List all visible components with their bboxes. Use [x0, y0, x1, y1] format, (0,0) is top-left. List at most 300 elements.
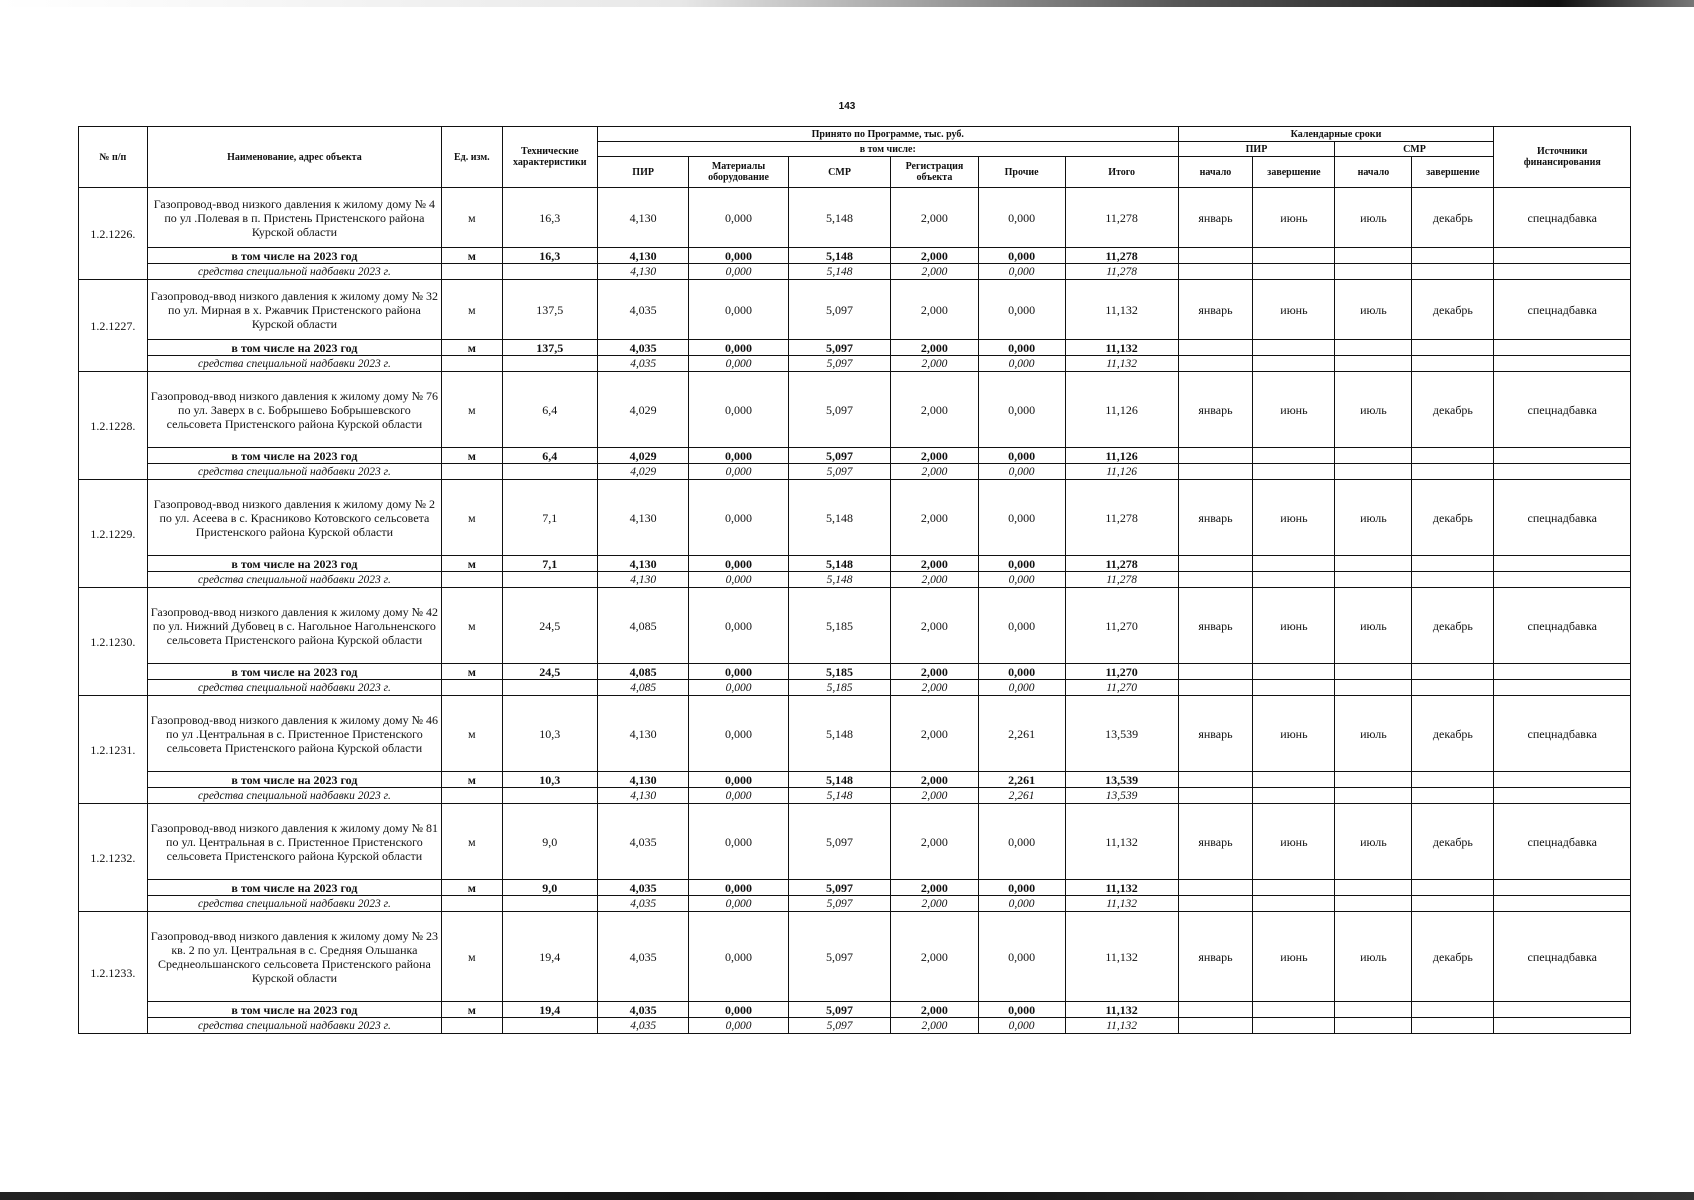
pir-cell: 4,130 — [598, 480, 689, 556]
subtotal-total: 13,539 — [1065, 772, 1178, 788]
subtotal-registration: 2,000 — [891, 556, 978, 572]
special-other: 0,000 — [978, 356, 1065, 372]
empty-cell — [1253, 356, 1335, 372]
materials-cell: 0,000 — [689, 912, 788, 1002]
empty-cell — [1412, 880, 1494, 896]
empty-cell — [442, 264, 503, 280]
tech-cell: 9,0 — [502, 804, 597, 880]
special-pir: 4,085 — [598, 680, 689, 696]
empty-cell — [1412, 788, 1494, 804]
subtotal-unit: м — [442, 556, 503, 572]
smr-end-cell: декабрь — [1412, 372, 1494, 448]
special-pir: 4,130 — [598, 572, 689, 588]
registration-cell: 2,000 — [891, 188, 978, 248]
row-number: 1.2.1228. — [79, 372, 148, 480]
special-total: 11,270 — [1065, 680, 1178, 696]
source-cell: спецнадбавка — [1494, 804, 1631, 880]
materials-cell: 0,000 — [689, 188, 788, 248]
smr-cell: 5,097 — [788, 280, 891, 340]
pir-start-cell: январь — [1178, 696, 1253, 772]
subtotal-smr: 5,097 — [788, 340, 891, 356]
row-number: 1.2.1226. — [79, 188, 148, 280]
empty-cell — [442, 464, 503, 480]
special-funds-label: средства специальной надбавки 2023 г. — [147, 896, 441, 912]
subtotal-other: 0,000 — [978, 1002, 1065, 1018]
empty-cell — [1178, 340, 1253, 356]
materials-cell: 0,000 — [689, 280, 788, 340]
table-row-object — [79, 804, 1631, 880]
smr-start-cell: июль — [1335, 480, 1412, 556]
subtotal-unit: м — [442, 664, 503, 680]
subtotal-total: 11,278 — [1065, 556, 1178, 572]
empty-cell — [1178, 356, 1253, 372]
subtotal-materials: 0,000 — [689, 340, 788, 356]
smr-start-cell: июль — [1335, 588, 1412, 664]
empty-cell — [1412, 248, 1494, 264]
materials-cell: 0,000 — [689, 588, 788, 664]
special-registration: 2,000 — [891, 896, 978, 912]
total-cell: 11,132 — [1065, 804, 1178, 880]
empty-cell — [1178, 896, 1253, 912]
table-row-object — [79, 280, 1631, 340]
header-cal-smr: СМР — [1335, 142, 1494, 157]
subtotal-materials: 0,000 — [689, 880, 788, 896]
total-cell: 11,278 — [1065, 188, 1178, 248]
empty-cell — [1253, 772, 1335, 788]
subtotal-unit: м — [442, 880, 503, 896]
table-row-subtotal-2023 — [79, 556, 1631, 572]
registration-cell: 2,000 — [891, 804, 978, 880]
empty-cell — [1335, 880, 1412, 896]
subtotal-other: 0,000 — [978, 340, 1065, 356]
empty-cell — [1494, 788, 1631, 804]
empty-cell — [1178, 572, 1253, 588]
source-cell: спецнадбавка — [1494, 588, 1631, 664]
empty-cell — [1253, 264, 1335, 280]
empty-cell — [1178, 680, 1253, 696]
materials-cell: 0,000 — [689, 480, 788, 556]
empty-cell — [1253, 880, 1335, 896]
scan-edge-top — [0, 0, 1694, 7]
empty-cell — [1253, 1002, 1335, 1018]
empty-cell — [502, 356, 597, 372]
subtotal-label: в том числе на 2023 год — [147, 880, 441, 896]
table-row-object — [79, 912, 1631, 1002]
empty-cell — [1335, 448, 1412, 464]
empty-cell — [1494, 880, 1631, 896]
smr-end-cell: декабрь — [1412, 804, 1494, 880]
table-row-object — [79, 188, 1631, 248]
header-including: в том числе: — [598, 142, 1179, 157]
empty-cell — [1412, 572, 1494, 588]
subtotal-registration: 2,000 — [891, 664, 978, 680]
row-number: 1.2.1233. — [79, 912, 148, 1034]
special-registration: 2,000 — [891, 464, 978, 480]
smr-cell: 5,148 — [788, 696, 891, 772]
other-cell: 0,000 — [978, 588, 1065, 664]
subtotal-materials: 0,000 — [689, 248, 788, 264]
subtotal-smr: 5,148 — [788, 772, 891, 788]
empty-cell — [502, 788, 597, 804]
subtotal-tech: 137,5 — [502, 340, 597, 356]
smr-start-cell: июль — [1335, 804, 1412, 880]
pir-start-cell: январь — [1178, 804, 1253, 880]
table-row-special-funds — [79, 788, 1631, 804]
subtotal-total: 11,132 — [1065, 1002, 1178, 1018]
empty-cell — [1412, 556, 1494, 572]
special-total: 13,539 — [1065, 788, 1178, 804]
row-number: 1.2.1227. — [79, 280, 148, 372]
subtotal-registration: 2,000 — [891, 340, 978, 356]
empty-cell — [1494, 264, 1631, 280]
total-cell: 11,270 — [1065, 588, 1178, 664]
unit-cell: м — [442, 696, 503, 772]
table-row-object — [79, 696, 1631, 772]
empty-cell — [1335, 788, 1412, 804]
special-smr: 5,148 — [788, 264, 891, 280]
pir-cell: 4,035 — [598, 280, 689, 340]
pir-start-cell: январь — [1178, 280, 1253, 340]
smr-start-cell: июль — [1335, 912, 1412, 1002]
other-cell: 0,000 — [978, 912, 1065, 1002]
special-smr: 5,097 — [788, 896, 891, 912]
smr-cell: 5,148 — [788, 188, 891, 248]
header-materials: Материалы оборудование — [689, 157, 788, 188]
empty-cell — [1412, 680, 1494, 696]
subtotal-unit: м — [442, 1002, 503, 1018]
subtotal-registration: 2,000 — [891, 248, 978, 264]
table-row-special-funds — [79, 896, 1631, 912]
smr-cell: 5,097 — [788, 804, 891, 880]
subtotal-unit: м — [442, 340, 503, 356]
subtotal-total: 11,132 — [1065, 340, 1178, 356]
pir-end-cell: июнь — [1253, 588, 1335, 664]
subtotal-pir: 4,029 — [598, 448, 689, 464]
total-cell: 11,132 — [1065, 280, 1178, 340]
empty-cell — [1494, 340, 1631, 356]
object-name: Газопровод-ввод низкого давления к жилому дому № 76 по ул. Заверх в с. Бобрышево Бобрышевского сельсовета Пристенского района Курской области — [147, 372, 441, 448]
unit-cell: м — [442, 804, 503, 880]
subtotal-tech: 10,3 — [502, 772, 597, 788]
empty-cell — [1178, 264, 1253, 280]
subtotal-other: 2,261 — [978, 772, 1065, 788]
special-registration: 2,000 — [891, 788, 978, 804]
subtotal-materials: 0,000 — [689, 772, 788, 788]
pir-cell: 4,130 — [598, 188, 689, 248]
pir-cell: 4,085 — [598, 588, 689, 664]
total-cell: 11,278 — [1065, 480, 1178, 556]
row-number: 1.2.1231. — [79, 696, 148, 804]
table-row-subtotal-2023 — [79, 248, 1631, 264]
source-cell: спецнадбавка — [1494, 480, 1631, 556]
subtotal-tech: 9,0 — [502, 880, 597, 896]
object-name: Газопровод-ввод низкого давления к жилому дому № 81 по ул. Центральная в с. Пристенное Пристенского сельсовета Пристенского района Курской области — [147, 804, 441, 880]
empty-cell — [1335, 896, 1412, 912]
subtotal-smr: 5,185 — [788, 664, 891, 680]
empty-cell — [1253, 664, 1335, 680]
special-smr: 5,097 — [788, 464, 891, 480]
special-funds-label: средства специальной надбавки 2023 г. — [147, 464, 441, 480]
special-registration: 2,000 — [891, 264, 978, 280]
special-total: 11,132 — [1065, 1018, 1178, 1034]
pir-start-cell: январь — [1178, 372, 1253, 448]
subtotal-label: в том числе на 2023 год — [147, 664, 441, 680]
registration-cell: 2,000 — [891, 372, 978, 448]
pir-cell: 4,029 — [598, 372, 689, 448]
total-cell: 11,126 — [1065, 372, 1178, 448]
unit-cell: м — [442, 588, 503, 664]
special-pir: 4,029 — [598, 464, 689, 480]
empty-cell — [1335, 680, 1412, 696]
smr-start-cell: июль — [1335, 188, 1412, 248]
header-tech: Технические характеристики — [502, 127, 597, 188]
empty-cell — [1494, 1018, 1631, 1034]
special-funds-label: средства специальной надбавки 2023 г. — [147, 572, 441, 588]
subtotal-total: 11,132 — [1065, 880, 1178, 896]
subtotal-materials: 0,000 — [689, 556, 788, 572]
empty-cell — [1494, 572, 1631, 588]
subtotal-other: 0,000 — [978, 556, 1065, 572]
row-number: 1.2.1230. — [79, 588, 148, 696]
table-row-subtotal-2023 — [79, 340, 1631, 356]
subtotal-total: 11,126 — [1065, 448, 1178, 464]
empty-cell — [502, 264, 597, 280]
subtotal-unit: м — [442, 448, 503, 464]
header-calendar: Календарные сроки — [1178, 127, 1494, 142]
total-cell: 11,132 — [1065, 912, 1178, 1002]
empty-cell — [1335, 340, 1412, 356]
empty-cell — [1412, 340, 1494, 356]
special-total: 11,278 — [1065, 572, 1178, 588]
source-cell: спецнадбавка — [1494, 912, 1631, 1002]
table-row-subtotal-2023 — [79, 880, 1631, 896]
empty-cell — [1494, 896, 1631, 912]
pir-start-cell: январь — [1178, 588, 1253, 664]
special-funds-label: средства специальной надбавки 2023 г. — [147, 788, 441, 804]
empty-cell — [1335, 248, 1412, 264]
empty-cell — [1253, 340, 1335, 356]
special-funds-label: средства специальной надбавки 2023 г. — [147, 680, 441, 696]
tech-cell: 19,4 — [502, 912, 597, 1002]
subtotal-total: 11,270 — [1065, 664, 1178, 680]
empty-cell — [1335, 1002, 1412, 1018]
empty-cell — [442, 572, 503, 588]
special-registration: 2,000 — [891, 572, 978, 588]
subtotal-label: в том числе на 2023 год — [147, 248, 441, 264]
smr-end-cell: декабрь — [1412, 696, 1494, 772]
empty-cell — [1335, 664, 1412, 680]
empty-cell — [1253, 788, 1335, 804]
empty-cell — [1494, 664, 1631, 680]
pir-start-cell: январь — [1178, 480, 1253, 556]
header-sources: Источники финансирования — [1494, 127, 1631, 188]
smr-end-cell: декабрь — [1412, 588, 1494, 664]
program-table — [78, 126, 1631, 1034]
empty-cell — [1494, 248, 1631, 264]
header-start-smr: начало — [1335, 157, 1412, 188]
special-materials: 0,000 — [689, 680, 788, 696]
empty-cell — [1494, 464, 1631, 480]
object-name: Газопровод-ввод низкого давления к жилому дому № 2 по ул. Асеева в с. Красниково Котовского сельсовета Пристенского района Курской области — [147, 480, 441, 556]
subtotal-registration: 2,000 — [891, 772, 978, 788]
special-pir: 4,035 — [598, 1018, 689, 1034]
other-cell: 0,000 — [978, 480, 1065, 556]
other-cell: 0,000 — [978, 372, 1065, 448]
subtotal-pir: 4,130 — [598, 556, 689, 572]
subtotal-tech: 24,5 — [502, 664, 597, 680]
tech-cell: 137,5 — [502, 280, 597, 340]
tech-cell: 6,4 — [502, 372, 597, 448]
empty-cell — [1412, 264, 1494, 280]
subtotal-tech: 19,4 — [502, 1002, 597, 1018]
row-number: 1.2.1232. — [79, 804, 148, 912]
empty-cell — [442, 356, 503, 372]
pir-end-cell: июнь — [1253, 480, 1335, 556]
special-materials: 0,000 — [689, 788, 788, 804]
table-row-special-funds — [79, 356, 1631, 372]
special-registration: 2,000 — [891, 680, 978, 696]
subtotal-other: 0,000 — [978, 248, 1065, 264]
subtotal-registration: 2,000 — [891, 880, 978, 896]
object-name: Газопровод-ввод низкого давления к жилому дому № 4 по ул .Полевая в п. Пристень Пристенского района Курской области — [147, 188, 441, 248]
special-materials: 0,000 — [689, 356, 788, 372]
smr-start-cell: июль — [1335, 696, 1412, 772]
table-row-object — [79, 372, 1631, 448]
smr-end-cell: декабрь — [1412, 188, 1494, 248]
empty-cell — [442, 1018, 503, 1034]
source-cell: спецнадбавка — [1494, 188, 1631, 248]
materials-cell: 0,000 — [689, 804, 788, 880]
scan-edge-bottom — [0, 1192, 1694, 1200]
special-total: 11,132 — [1065, 896, 1178, 912]
subtotal-other: 0,000 — [978, 664, 1065, 680]
special-other: 0,000 — [978, 264, 1065, 280]
table-header — [79, 127, 1631, 188]
pir-end-cell: июнь — [1253, 696, 1335, 772]
empty-cell — [1335, 572, 1412, 588]
special-funds-label: средства специальной надбавки 2023 г. — [147, 356, 441, 372]
pir-start-cell: январь — [1178, 188, 1253, 248]
pir-start-cell: январь — [1178, 912, 1253, 1002]
empty-cell — [1253, 896, 1335, 912]
smr-end-cell: декабрь — [1412, 912, 1494, 1002]
special-materials: 0,000 — [689, 464, 788, 480]
header-smr: СМР — [788, 157, 891, 188]
subtotal-pir: 4,130 — [598, 248, 689, 264]
special-pir: 4,130 — [598, 788, 689, 804]
special-total: 11,132 — [1065, 356, 1178, 372]
special-other: 0,000 — [978, 464, 1065, 480]
empty-cell — [1494, 772, 1631, 788]
empty-cell — [1253, 248, 1335, 264]
empty-cell — [1178, 664, 1253, 680]
source-cell: спецнадбавка — [1494, 280, 1631, 340]
subtotal-tech: 16,3 — [502, 248, 597, 264]
smr-start-cell: июль — [1335, 372, 1412, 448]
subtotal-smr: 5,148 — [788, 248, 891, 264]
special-smr: 5,185 — [788, 680, 891, 696]
special-smr: 5,148 — [788, 788, 891, 804]
pir-end-cell: июнь — [1253, 372, 1335, 448]
empty-cell — [502, 572, 597, 588]
subtotal-pir: 4,035 — [598, 340, 689, 356]
empty-cell — [1335, 556, 1412, 572]
special-total: 11,126 — [1065, 464, 1178, 480]
object-name: Газопровод-ввод низкого давления к жилому дому № 42 по ул. Нижний Дубовец в с. Нагольное Нагольненского сельсовета Пристенского района Курской области — [147, 588, 441, 664]
pir-end-cell: июнь — [1253, 280, 1335, 340]
empty-cell — [1494, 680, 1631, 696]
subtotal-unit: м — [442, 248, 503, 264]
empty-cell — [1412, 772, 1494, 788]
subtotal-other: 0,000 — [978, 880, 1065, 896]
special-pir: 4,130 — [598, 264, 689, 280]
special-other: 2,261 — [978, 788, 1065, 804]
unit-cell: м — [442, 372, 503, 448]
registration-cell: 2,000 — [891, 280, 978, 340]
empty-cell — [1494, 1002, 1631, 1018]
object-name: Газопровод-ввод низкого давления к жилому дому № 23 кв. 2 по ул. Центральная в с. Средняя Ольшанка Среднеольшанского сельсовета Пристенского района Курской области — [147, 912, 441, 1002]
table-row-object — [79, 588, 1631, 664]
tech-cell: 10,3 — [502, 696, 597, 772]
empty-cell — [1253, 680, 1335, 696]
unit-cell: м — [442, 912, 503, 1002]
empty-cell — [1253, 1018, 1335, 1034]
subtotal-label: в том числе на 2023 год — [147, 448, 441, 464]
header-pir: ПИР — [598, 157, 689, 188]
special-other: 0,000 — [978, 896, 1065, 912]
empty-cell — [1412, 1002, 1494, 1018]
special-funds-label: средства специальной надбавки 2023 г. — [147, 1018, 441, 1034]
tech-cell: 7,1 — [502, 480, 597, 556]
special-smr: 5,097 — [788, 356, 891, 372]
empty-cell — [1178, 880, 1253, 896]
empty-cell — [1335, 464, 1412, 480]
registration-cell: 2,000 — [891, 912, 978, 1002]
table-row-subtotal-2023 — [79, 1002, 1631, 1018]
smr-cell: 5,097 — [788, 912, 891, 1002]
header-accepted: Принято по Программе, тыс. руб. — [598, 127, 1179, 142]
object-name: Газопровод-ввод низкого давления к жилому дому № 46 по ул .Центральная в с. Пристенное Пристенского сельсовета Пристенского района Курской области — [147, 696, 441, 772]
subtotal-total: 11,278 — [1065, 248, 1178, 264]
pir-cell: 4,035 — [598, 804, 689, 880]
header-cal-pir: ПИР — [1178, 142, 1335, 157]
header-end: завершение — [1253, 157, 1335, 188]
empty-cell — [1178, 1018, 1253, 1034]
header-total: Итого — [1065, 157, 1178, 188]
pir-cell: 4,035 — [598, 912, 689, 1002]
special-other: 0,000 — [978, 572, 1065, 588]
registration-cell: 2,000 — [891, 588, 978, 664]
object-name: Газопровод-ввод низкого давления к жилому дому № 32 по ул. Мирная в х. Ржавчик Пристенского района Курской области — [147, 280, 441, 340]
special-materials: 0,000 — [689, 1018, 788, 1034]
smr-cell: 5,185 — [788, 588, 891, 664]
special-materials: 0,000 — [689, 572, 788, 588]
empty-cell — [1253, 448, 1335, 464]
empty-cell — [1412, 1018, 1494, 1034]
table-row-special-funds — [79, 264, 1631, 280]
tech-cell: 24,5 — [502, 588, 597, 664]
source-cell: спецнадбавка — [1494, 696, 1631, 772]
pir-end-cell: июнь — [1253, 912, 1335, 1002]
empty-cell — [1253, 464, 1335, 480]
source-cell: спецнадбавка — [1494, 372, 1631, 448]
empty-cell — [502, 1018, 597, 1034]
table-row-subtotal-2023 — [79, 664, 1631, 680]
header-other: Прочие — [978, 157, 1065, 188]
subtotal-materials: 0,000 — [689, 1002, 788, 1018]
subtotal-label: в том числе на 2023 год — [147, 340, 441, 356]
registration-cell: 2,000 — [891, 480, 978, 556]
